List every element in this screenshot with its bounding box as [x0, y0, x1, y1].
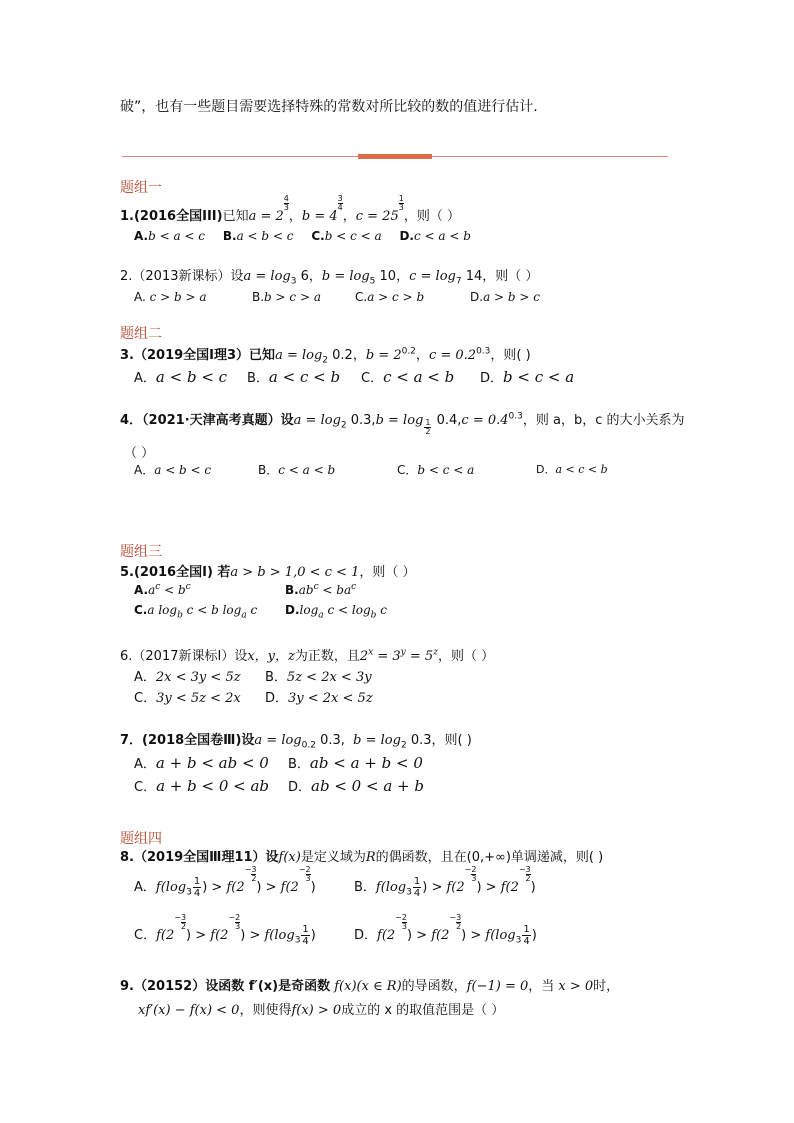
- q7-option-d[interactable]: ab < 0 < a + b: [311, 777, 424, 795]
- q6-option-d[interactable]: 3y < 2x < 5z: [288, 691, 373, 706]
- q2-option-a[interactable]: c > b > a: [149, 290, 207, 304]
- q6-option-c[interactable]: 3y < 5z < 2x: [156, 691, 241, 706]
- q6-option-a-wrap: A．2x < 3y < 5z: [134, 670, 241, 685]
- q4-option-b[interactable]: c < a < b: [278, 463, 336, 477]
- q2-option-b[interactable]: b > c > a: [264, 290, 321, 304]
- q6-option-d-wrap: D．3y < 2x < 5z: [265, 691, 373, 706]
- q5-option-c-wrap: C.a $\log_b c < b$ $\log_a c$: [134, 603, 258, 621]
- question-6: 6.（2017新课标Ⅰ）设x，y，z为正数，且$2^x = 3^y = 5^z$，则（ ）: [120, 647, 495, 664]
- question-9: 9.（20152）设函数 f′(x)是奇函数 f(x)(x ∈ R)的导函数，f(−1) = 0，当 x > 0时，: [120, 979, 620, 994]
- q5-option-a-wrap: $A.a^c < b^c$: [134, 582, 191, 597]
- q1-option-a[interactable]: b < a < c: [148, 229, 206, 243]
- separator-accent: [358, 154, 432, 159]
- q4-option-b-wrap: B．c < a < b: [258, 463, 336, 477]
- q7-option-b[interactable]: ab < a + b < 0: [309, 754, 423, 772]
- q4-option-c-wrap: C．b < c < a: [397, 463, 475, 477]
- q8-option-b[interactable]: B．$f(\log_3$ $\frac{1}{4}$ ) > f(2− $\frac{2}{3}$ ) > f(2− $\frac{3}{2}$ ): [354, 865, 536, 899]
- q2-options: A. c > b > a: [134, 290, 207, 304]
- q2-option-c-wrap: C.a > c > b: [355, 290, 425, 304]
- question-8: 8.（2019全国Ⅲ理11）设f(x)是定义域为R的偶函数，且在(0,+∞)单调递减，则( ): [120, 850, 604, 865]
- q1-number: 1.: [120, 209, 134, 224]
- question-7: 7．(2018全国卷Ⅲ)设$a = \log_{0.2} 0.3$, $b = \log_2 0.3$，则( ): [120, 733, 472, 751]
- q2-option-c[interactable]: a > c > b: [367, 290, 425, 304]
- q4-blank: （ ）: [124, 446, 155, 461]
- q4-option-a-wrap: A．a < b < c: [134, 463, 212, 477]
- q2-option-d-wrap: D.a > b > c: [470, 290, 540, 304]
- q3-option-a-wrap: A．a < b < c: [134, 368, 228, 386]
- q7-option-b-wrap: B．ab < a + b < 0: [288, 754, 423, 772]
- q1-options: A.b < a < c B.a < b < c C.b < c < a D.c < a < b: [134, 229, 471, 243]
- q7-option-a[interactable]: a + b < ab < 0: [155, 754, 269, 772]
- q1-b-expr: b = 4: [301, 209, 338, 224]
- q3-option-b-wrap: B．a < c < b: [247, 368, 341, 386]
- group-heading-2: 题组二: [120, 326, 162, 342]
- q5-option-b-wrap: $B.ab^c < ba^c$: [285, 582, 357, 597]
- q2-option-b-wrap: B.b > c > a: [252, 290, 321, 304]
- question-9-line2: xf′(x) − f(x) < 0，则使得f(x) > 0成立的 x 的取值范围是（ ）: [138, 1003, 505, 1018]
- q6-option-b[interactable]: 5z < 2x < 3y: [286, 670, 372, 685]
- question-2: 2.（2013新课标）设$a = \log_3 6$，$b = \log_5 10$，$c = \log_7 14$，则（ ）: [120, 269, 539, 287]
- q3-option-b[interactable]: a < c < b: [268, 368, 341, 386]
- q5-option-d[interactable]: $\log_a c < \log_b c$: [299, 603, 387, 621]
- q3-option-d[interactable]: b < c < a: [503, 368, 575, 386]
- q8-option-c[interactable]: C．f(2− $\frac{3}{2}$ ) > f(2− $\frac{2}{3}$ ) > $f(\log_3$ $\frac{1}{4}$ ): [134, 913, 316, 947]
- q1-source: (2016全国III): [133, 209, 223, 224]
- q3-option-c[interactable]: c < a < b: [383, 368, 455, 386]
- q5-option-b[interactable]: $ab^c < ba^c$: [298, 582, 357, 597]
- q3-option-c-wrap: C．c < a < b: [361, 368, 455, 386]
- intro-text: 破”，也有一些题目需要选择特殊的常数对所比较的数的值进行估计.: [120, 99, 538, 115]
- q6-option-c-wrap: C．3y < 5z < 2x: [134, 691, 241, 706]
- q4-option-d-wrap: D．a < c < b: [536, 463, 608, 476]
- question-4: 4．（2021·天津高考真题）设$a = \log_2 0.3,b = \log$ $\frac{1}{2}$ $0.4,c = 0.4^{0.3}$，则 a，b，c 的大小关系为: [120, 411, 685, 436]
- q4-option-c[interactable]: b < c < a: [417, 463, 475, 477]
- q4-option-a[interactable]: a < b < c: [154, 463, 212, 477]
- q1-c-expr: c = 25: [355, 209, 399, 224]
- q5-option-a[interactable]: $a^c < b^c$: [148, 582, 191, 597]
- group-heading-4: 题组四: [120, 831, 162, 847]
- q4-option-d[interactable]: a < c < b: [555, 463, 608, 476]
- question-1: 1.(2016全国III)已知a = 2 $\frac{4}{3}$ ，b = 4 $\frac{3}{4}$ ，c = 25 $\frac{1}{3}$ ，则（ ）: [120, 194, 460, 224]
- q1-a-expr: a = 2: [248, 209, 284, 224]
- q7-option-c-wrap: C．a + b < 0 < ab: [134, 777, 270, 795]
- q1-option-c[interactable]: b < c < a: [324, 229, 382, 243]
- q2-option-d[interactable]: a > b > c: [483, 290, 540, 304]
- q8-option-a[interactable]: A．$f(\log_3$ $\frac{1}{4}$ ) > f(2− $\frac{3}{2}$ ) > f(2− $\frac{2}{3}$ ): [134, 865, 316, 899]
- q1-stem: 已知: [222, 209, 249, 224]
- q3-option-a[interactable]: a < b < c: [155, 368, 228, 386]
- group-heading-3: 题组三: [120, 544, 162, 560]
- q5-option-c[interactable]: a $\log_b c < b$ $\log_a c$: [147, 603, 258, 621]
- q6-option-a[interactable]: 2x < 3y < 5z: [155, 670, 241, 685]
- q7-option-d-wrap: D．ab < 0 < a + b: [288, 777, 424, 795]
- group-heading-1: 题组一: [120, 180, 162, 196]
- q1-option-d[interactable]: c < a < b: [414, 229, 471, 243]
- q5-option-d-wrap: $D.\log_a$ $c < \log_b c$: [285, 603, 387, 621]
- q3-option-d-wrap: D．b < c < a: [480, 368, 575, 386]
- question-3: 3.（2019全国Ⅰ理3）已知$a = \log_2 0.2$，$b = 2^{0.2}$，$c = 0.2^{0.3}$，则( ): [120, 346, 531, 366]
- q7-option-c[interactable]: a + b < 0 < ab: [156, 777, 270, 795]
- question-5: 5.(2016全国I) 若a > b > 1,0 < c < 1，则（ ）: [120, 565, 416, 580]
- q6-option-b-wrap: B．5z < 2x < 3y: [265, 670, 372, 685]
- q7-option-a-wrap: A．a + b < ab < 0: [134, 754, 269, 772]
- q8-option-d[interactable]: D．f(2− $\frac{2}{3}$ ) > f(2− $\frac{3}{2}$ ) > $f(\log_3$ $\frac{1}{4}$ ): [354, 913, 537, 947]
- q1-option-b[interactable]: a < b < c: [236, 229, 294, 243]
